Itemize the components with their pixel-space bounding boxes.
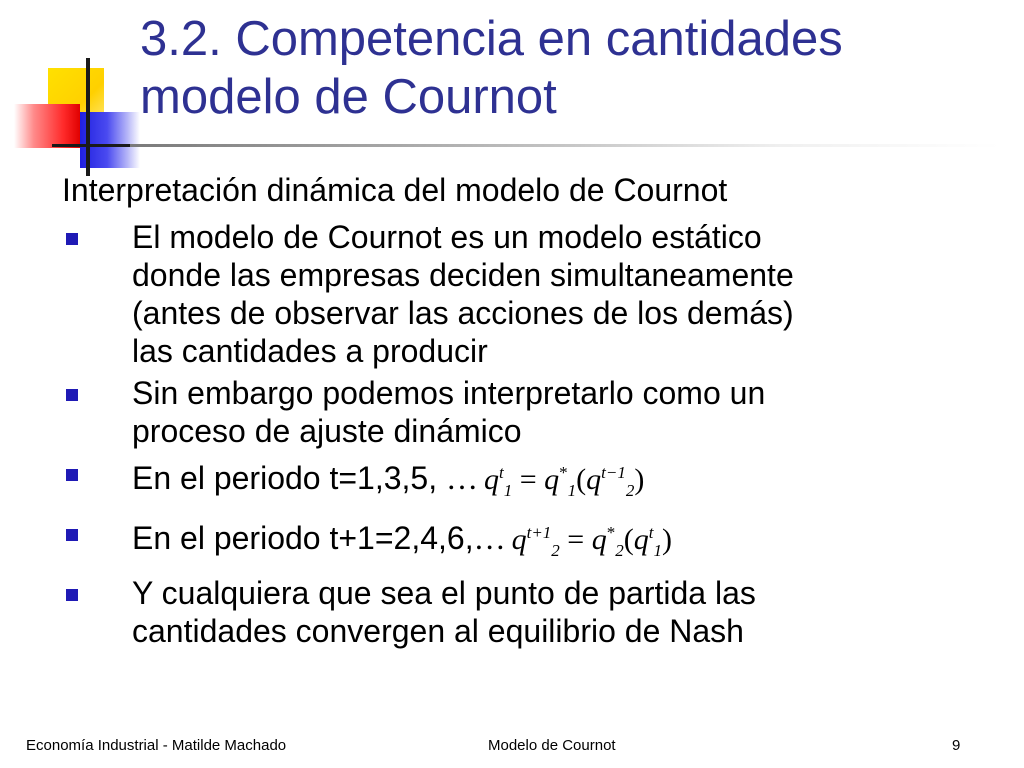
eq-var: q bbox=[544, 463, 560, 496]
decorative-logo-icon bbox=[0, 0, 160, 180]
bullet-item bbox=[62, 218, 1012, 370]
square-bullet-icon bbox=[66, 233, 78, 245]
eq-sup: t bbox=[499, 463, 504, 482]
logo-vertical-line bbox=[86, 58, 90, 176]
square-bullet-icon bbox=[66, 529, 78, 541]
square-bullet-icon bbox=[66, 469, 78, 481]
eq-sup: * bbox=[606, 523, 616, 542]
bullet-text-line: (antes de observar las acciones de los demás) bbox=[132, 295, 794, 331]
eq-sup: * bbox=[559, 463, 568, 482]
slide-title-line-1: 3.2. Competencia en cantidades bbox=[140, 12, 843, 66]
slide-title bbox=[140, 10, 1020, 126]
slide-subtitle: Interpretación dinámica del modelo de Cournot bbox=[62, 172, 728, 208]
bullet-text-line: donde las empresas deciden simultaneamente bbox=[132, 257, 794, 293]
page-number: 9 bbox=[952, 737, 961, 754]
title-divider bbox=[130, 144, 1000, 147]
eq-var: q bbox=[633, 523, 649, 556]
eq-sub: 2 bbox=[551, 541, 560, 560]
square-bullet-icon bbox=[66, 589, 78, 601]
eq-sub: 1 bbox=[567, 481, 577, 500]
bullet-item bbox=[62, 514, 1012, 570]
bullet-text-line bbox=[132, 454, 1012, 510]
slide-title-line-2: modelo de Cournot bbox=[140, 70, 557, 124]
eq-sup: t+1 bbox=[526, 523, 552, 542]
bullet-text: En el periodo t+1=2,4,6, bbox=[132, 520, 474, 556]
bullet-text-line bbox=[132, 514, 1012, 570]
bullet-list bbox=[62, 218, 1012, 654]
bullet-text-line: Y cualquiera que sea el punto de partida las bbox=[132, 575, 756, 611]
bullet-item bbox=[62, 574, 1012, 650]
ellipsis: … bbox=[446, 460, 478, 496]
bullet-text-line: El modelo de Cournot es un modelo estático bbox=[132, 219, 762, 255]
eq-sub: 2 bbox=[625, 481, 635, 500]
eq-sub: 1 bbox=[653, 541, 662, 560]
logo-red-square bbox=[14, 104, 80, 148]
eq-sup: t bbox=[648, 523, 654, 542]
bullet-text-line: cantidades convergen al equilibrio de Nash bbox=[132, 613, 744, 649]
best-response-equation-firm-2: $q^{t+1}_2 = q^*_2(q^t_1)$ bbox=[511, 523, 672, 560]
eq-operator: = bbox=[567, 523, 585, 556]
eq-var: q bbox=[484, 463, 499, 496]
eq-operator: = bbox=[519, 463, 537, 496]
eq-var: q bbox=[591, 523, 607, 556]
bullet-text-line: las cantidades a producir bbox=[132, 333, 488, 369]
eq-sup: t−1 bbox=[601, 463, 626, 482]
eq-sub: 1 bbox=[503, 481, 513, 500]
bullet-text-line: Sin embargo podemos interpretarlo como un bbox=[132, 375, 766, 411]
footer-topic: Modelo de Cournot bbox=[488, 737, 616, 754]
ellipsis: … bbox=[473, 520, 506, 556]
best-response-equation-firm-1: $q^t_1 = q^*_1(q^{t-1}_2)$ bbox=[484, 463, 645, 500]
eq-sub: 2 bbox=[615, 541, 624, 560]
bullet-item bbox=[62, 454, 1012, 510]
eq-var: q bbox=[586, 463, 602, 496]
bullet-item bbox=[62, 374, 1012, 450]
footer-author: Economía Industrial - Matilde Machado bbox=[26, 737, 287, 754]
bullet-text: En el periodo t=1,3,5, bbox=[132, 460, 446, 496]
square-bullet-icon bbox=[66, 389, 78, 401]
bullet-text-line: proceso de ajuste dinámico bbox=[132, 413, 522, 449]
eq-var: q bbox=[511, 523, 527, 556]
